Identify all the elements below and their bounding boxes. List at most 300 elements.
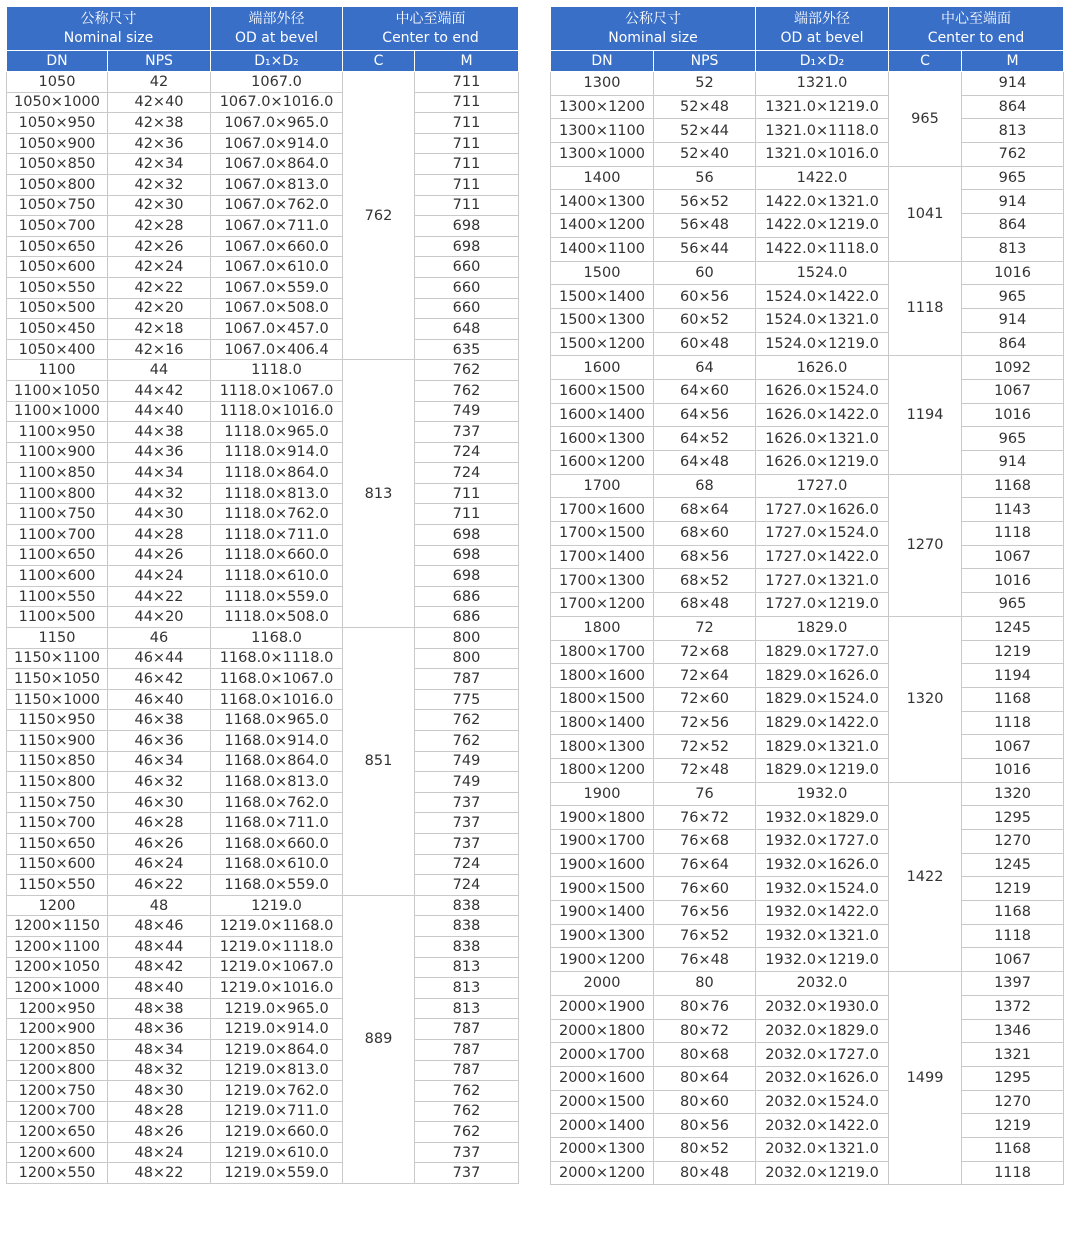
m-cell: 698 — [415, 236, 519, 257]
table-row — [7, 772, 519, 793]
nps-cell: 46×30 — [108, 792, 211, 813]
m-cell: 800 — [415, 648, 519, 669]
table-row — [7, 957, 519, 978]
nps-cell: 42×18 — [108, 319, 211, 340]
d1d2-cell: 1932.0×1321.0 — [756, 924, 889, 948]
m-cell: 1118 — [962, 711, 1064, 735]
m-cell: 737 — [415, 792, 519, 813]
m-cell: 864 — [962, 332, 1064, 356]
d1d2-cell: 1829.0×1727.0 — [756, 640, 889, 664]
nps-cell: 42×28 — [108, 216, 211, 237]
nps-cell: 42×32 — [108, 174, 211, 195]
nps-cell: 56×44 — [654, 237, 756, 261]
table-row — [551, 569, 1064, 593]
m-cell: 864 — [962, 95, 1064, 119]
dn-cell: 1150 — [7, 628, 108, 649]
m-cell: 864 — [962, 214, 1064, 238]
table-row — [551, 877, 1064, 901]
nominal-size-zh: 公称尺寸 — [625, 10, 681, 27]
nps-cell: 44×36 — [108, 442, 211, 463]
m-cell: 1092 — [962, 356, 1064, 380]
dn-cell: 1050×900 — [7, 133, 108, 154]
nps-cell: 76 — [654, 782, 756, 806]
c-cell: 1270 — [889, 474, 962, 616]
m-cell: 1372 — [962, 995, 1064, 1019]
nps-cell: 44×26 — [108, 545, 211, 566]
nps-cell: 42×22 — [108, 277, 211, 298]
nps-cell: 68×60 — [654, 522, 756, 546]
dn-cell: 1050×400 — [7, 339, 108, 360]
nps-cell: 68×56 — [654, 545, 756, 569]
m-cell: 914 — [962, 190, 1064, 214]
table-row — [551, 1114, 1064, 1138]
table-row — [7, 92, 519, 113]
d1d2-cell: 1067.0×610.0 — [211, 257, 343, 278]
nps-cell: 68 — [654, 474, 756, 498]
d1d2-cell: 1932.0×1626.0 — [756, 853, 889, 877]
table-row — [551, 95, 1064, 119]
d1d2-cell: 1727.0×1321.0 — [756, 569, 889, 593]
m-cell: 965 — [962, 593, 1064, 617]
dn-cell: 1900×1200 — [551, 948, 654, 972]
nps-cell: 60×56 — [654, 285, 756, 309]
nps-cell: 42×30 — [108, 195, 211, 216]
m-cell: 711 — [415, 72, 519, 93]
nps-cell: 42×24 — [108, 257, 211, 278]
m-cell: 1143 — [962, 498, 1064, 522]
table-row — [551, 664, 1064, 688]
d1d2-cell: 1118.0×660.0 — [211, 545, 343, 566]
m-cell: 737 — [415, 1142, 519, 1163]
nps-cell: 56×48 — [654, 214, 756, 238]
table-row — [7, 1019, 519, 1040]
table-row — [7, 504, 519, 525]
d1d2-cell: 1168.0×660.0 — [211, 833, 343, 854]
dn-cell: 1200×750 — [7, 1081, 108, 1102]
d1d2-cell: 1067.0×711.0 — [211, 216, 343, 237]
m-cell: 698 — [415, 525, 519, 546]
dn-cell: 1600 — [551, 356, 654, 380]
table-row — [7, 689, 519, 710]
dn-cell: 1150×700 — [7, 813, 108, 834]
table-row — [551, 901, 1064, 925]
d1d2-cell: 1626.0×1524.0 — [756, 379, 889, 403]
m-cell: 813 — [415, 978, 519, 999]
d1d2-cell: 1829.0×1422.0 — [756, 711, 889, 735]
m-cell: 711 — [415, 133, 519, 154]
table-row — [551, 72, 1064, 96]
nps-cell: 80×64 — [654, 1066, 756, 1090]
d1d2-cell: 1932.0×1524.0 — [756, 877, 889, 901]
m-cell: 914 — [962, 308, 1064, 332]
dn-cell: 1900×1600 — [551, 853, 654, 877]
m-cell: 1194 — [962, 664, 1064, 688]
m-cell: 1168 — [962, 1137, 1064, 1161]
nps-cell: 48×26 — [108, 1122, 211, 1143]
dn-cell: 1100×700 — [7, 525, 108, 546]
table-row — [7, 895, 519, 916]
d1d2-cell: 1118.0×1067.0 — [211, 380, 343, 401]
d1d2-cell: 1321.0×1016.0 — [756, 143, 889, 167]
d1d2-cell: 1524.0×1321.0 — [756, 308, 889, 332]
nps-cell: 42×40 — [108, 92, 211, 113]
dn-cell: 1800 — [551, 616, 654, 640]
dn-cell: 1800×1500 — [551, 687, 654, 711]
table-row — [551, 190, 1064, 214]
nps-cell: 46×22 — [108, 875, 211, 896]
table-row — [7, 1163, 519, 1184]
nps-cell: 46×44 — [108, 648, 211, 669]
table-row — [551, 711, 1064, 735]
table-row — [551, 924, 1064, 948]
dn-cell: 1300×1000 — [551, 143, 654, 167]
nps-cell: 68×48 — [654, 593, 756, 617]
dn-cell: 1200×700 — [7, 1101, 108, 1122]
dn-cell: 1200×850 — [7, 1039, 108, 1060]
table-row — [7, 586, 519, 607]
d1d2-cell: 1168.0×914.0 — [211, 731, 343, 752]
m-cell: 749 — [415, 772, 519, 793]
right-spec-table — [550, 6, 1064, 1185]
d1d2-cell: 1219.0×1067.0 — [211, 957, 343, 978]
dn-cell: 1700×1600 — [551, 498, 654, 522]
m-cell: 711 — [415, 92, 519, 113]
d1d2-cell: 1067.0×965.0 — [211, 113, 343, 134]
nps-cell: 42×36 — [108, 133, 211, 154]
nps-cell: 42×26 — [108, 236, 211, 257]
nps-cell: 56 — [654, 166, 756, 190]
dn-cell: 1150×950 — [7, 710, 108, 731]
dn-cell: 2000×1200 — [551, 1161, 654, 1185]
nominal-size-header — [7, 7, 211, 51]
m-cell: 838 — [415, 936, 519, 957]
m-cell: 749 — [415, 401, 519, 422]
dn-cell: 1150×1050 — [7, 669, 108, 690]
dn-cell: 1800×1300 — [551, 735, 654, 759]
dn-cell: 1100×800 — [7, 483, 108, 504]
nps-cell: 76×56 — [654, 901, 756, 925]
dn-cell: 1900×1800 — [551, 806, 654, 830]
nps-cell: 42×16 — [108, 339, 211, 360]
table-row — [7, 669, 519, 690]
nps-cell: 72×52 — [654, 735, 756, 759]
m-cell: 1168 — [962, 687, 1064, 711]
table-row — [551, 379, 1064, 403]
nps-cell: 42 — [108, 72, 211, 93]
center-to-end-en: Center to end — [927, 29, 1025, 46]
m-cell: 1245 — [962, 853, 1064, 877]
center-to-end-zh: 中心至端面 — [941, 10, 1012, 27]
m-cell: 800 — [415, 628, 519, 649]
dn-cell: 2000×1400 — [551, 1114, 654, 1138]
center-to-end-zh: 中心至端面 — [395, 10, 466, 27]
dn-cell: 1050×950 — [7, 113, 108, 134]
dn-cell: 1050×800 — [7, 174, 108, 195]
nps-cell: 42×38 — [108, 113, 211, 134]
d1d2-cell: 1118.0 — [211, 360, 343, 381]
nps-cell: 52×40 — [654, 143, 756, 167]
dn-cell: 1050×450 — [7, 319, 108, 340]
m-cell: 775 — [415, 689, 519, 710]
table-row — [551, 1019, 1064, 1043]
table-row — [551, 522, 1064, 546]
table-row — [7, 298, 519, 319]
d1d2-cell: 2032.0×1930.0 — [756, 995, 889, 1019]
table-row — [7, 72, 519, 93]
c-cell: 965 — [889, 72, 962, 167]
m-cell: 762 — [415, 1081, 519, 1102]
nps-cell: 64×52 — [654, 427, 756, 451]
table-row — [7, 525, 519, 546]
m-cell: 1270 — [962, 830, 1064, 854]
m-cell: 1067 — [962, 948, 1064, 972]
nps-cell: 46×34 — [108, 751, 211, 772]
m-cell: 965 — [962, 166, 1064, 190]
d1d2-cell: 1321.0×1118.0 — [756, 119, 889, 143]
nps-cell: 44 — [108, 360, 211, 381]
table-row — [551, 1161, 1064, 1185]
m-cell: 737 — [415, 833, 519, 854]
dn-cell: 1800×1700 — [551, 640, 654, 664]
c-cell: 851 — [343, 628, 415, 896]
dn-cell: 1300×1200 — [551, 95, 654, 119]
d1d2-cell: 1219.0×1168.0 — [211, 916, 343, 937]
dn-cell: 1600×1400 — [551, 403, 654, 427]
dn-cell: 1200×800 — [7, 1060, 108, 1081]
table-row — [551, 972, 1064, 996]
m-cell: 737 — [415, 1163, 519, 1184]
dn-cell: 1600×1200 — [551, 451, 654, 475]
table-row — [7, 916, 519, 937]
m-cell: 1067 — [962, 379, 1064, 403]
d1d2-cell: 1168.0×762.0 — [211, 792, 343, 813]
table-row — [7, 277, 519, 298]
nps-cell: 76×72 — [654, 806, 756, 830]
d1d2-cell: 1219.0×813.0 — [211, 1060, 343, 1081]
nps-cell: 44×22 — [108, 586, 211, 607]
table-row — [551, 308, 1064, 332]
table-row — [551, 853, 1064, 877]
dn-cell: 1200×1150 — [7, 916, 108, 937]
d1d2-cell: 1067.0×864.0 — [211, 154, 343, 175]
table-row — [7, 216, 519, 237]
center-to-end-en: Center to end — [382, 29, 479, 46]
table-row — [7, 936, 519, 957]
d1d2-cell: 1118.0×813.0 — [211, 483, 343, 504]
m-cell: 698 — [415, 545, 519, 566]
nps-cell: 48×32 — [108, 1060, 211, 1081]
d1d2-cell: 1727.0×1524.0 — [756, 522, 889, 546]
d1d2-cell: 1932.0×1219.0 — [756, 948, 889, 972]
od-bevel-en: OD at bevel — [780, 29, 864, 46]
nps-cell: 44×28 — [108, 525, 211, 546]
table-row — [551, 403, 1064, 427]
d1d2-cell: 1219.0×660.0 — [211, 1122, 343, 1143]
nps-cell: 44×38 — [108, 422, 211, 443]
table-row — [7, 998, 519, 1019]
dn-cell: 1050×500 — [7, 298, 108, 319]
m-cell: 1118 — [962, 924, 1064, 948]
table-row — [551, 166, 1064, 190]
m-cell: 965 — [962, 285, 1064, 309]
d1d2-cell: 1829.0 — [756, 616, 889, 640]
m-cell: 660 — [415, 257, 519, 278]
d1d2-cell: 1067.0×508.0 — [211, 298, 343, 319]
table-row — [7, 628, 519, 649]
d1d2-col-header: D₁×D₂ — [211, 51, 343, 72]
m-cell: 1245 — [962, 616, 1064, 640]
nps-cell: 76×64 — [654, 853, 756, 877]
dn-cell: 1500×1400 — [551, 285, 654, 309]
m-cell: 762 — [415, 710, 519, 731]
d1d2-cell: 2032.0×1524.0 — [756, 1090, 889, 1114]
m-cell: 660 — [415, 277, 519, 298]
nps-cell: 46×32 — [108, 772, 211, 793]
dn-cell: 1200×950 — [7, 998, 108, 1019]
dn-cell: 1150×1100 — [7, 648, 108, 669]
d1d2-cell: 2032.0×1626.0 — [756, 1066, 889, 1090]
d1d2-cell: 1932.0 — [756, 782, 889, 806]
nps-cell: 52 — [654, 72, 756, 96]
m-cell: 1067 — [962, 735, 1064, 759]
dn-cell: 1300 — [551, 72, 654, 96]
dn-cell: 1050×550 — [7, 277, 108, 298]
d1d2-cell: 1168.0×813.0 — [211, 772, 343, 793]
dn-cell: 1200×550 — [7, 1163, 108, 1184]
c-cell: 889 — [343, 895, 415, 1183]
nps-cell: 60×48 — [654, 332, 756, 356]
table-row — [551, 119, 1064, 143]
dn-cell: 1500×1200 — [551, 332, 654, 356]
table-row — [7, 1081, 519, 1102]
table-row — [551, 616, 1064, 640]
dn-cell: 1200×1050 — [7, 957, 108, 978]
d1d2-cell: 1067.0×813.0 — [211, 174, 343, 195]
c-cell: 1041 — [889, 166, 962, 261]
table-row — [551, 332, 1064, 356]
nps-cell: 52×44 — [654, 119, 756, 143]
nps-cell: 68×52 — [654, 569, 756, 593]
nps-cell: 44×34 — [108, 463, 211, 484]
table-row — [551, 995, 1064, 1019]
m-cell: 787 — [415, 1060, 519, 1081]
d1d2-cell: 1932.0×1422.0 — [756, 901, 889, 925]
m-cell: 1168 — [962, 474, 1064, 498]
table-row — [551, 1066, 1064, 1090]
m-cell: 724 — [415, 854, 519, 875]
d1d2-cell: 1118.0×559.0 — [211, 586, 343, 607]
table-row — [7, 133, 519, 154]
table-row — [7, 875, 519, 896]
m-cell: 787 — [415, 1039, 519, 1060]
nps-cell: 48×30 — [108, 1081, 211, 1102]
dn-cell: 1500×1300 — [551, 308, 654, 332]
dn-cell: 1100 — [7, 360, 108, 381]
m-cell: 686 — [415, 586, 519, 607]
nps-cell: 48×34 — [108, 1039, 211, 1060]
table-row — [551, 356, 1064, 380]
dn-cell: 1100×900 — [7, 442, 108, 463]
d1d2-cell: 1118.0×711.0 — [211, 525, 343, 546]
m-cell: 724 — [415, 875, 519, 896]
dn-cell: 1400×1100 — [551, 237, 654, 261]
nps-cell: 52×48 — [654, 95, 756, 119]
od-bevel-header — [756, 7, 889, 51]
d1d2-cell: 1932.0×1727.0 — [756, 830, 889, 854]
table-row — [7, 710, 519, 731]
d1d2-cell: 1829.0×1219.0 — [756, 758, 889, 782]
nps-cell: 44×30 — [108, 504, 211, 525]
d1d2-cell: 1727.0×1626.0 — [756, 498, 889, 522]
dn-cell: 1700×1200 — [551, 593, 654, 617]
m-cell: 838 — [415, 916, 519, 937]
nps-cell: 44×40 — [108, 401, 211, 422]
m-cell: 1295 — [962, 806, 1064, 830]
dn-cell: 1050×1000 — [7, 92, 108, 113]
nps-cell: 76×68 — [654, 830, 756, 854]
nps-cell: 60×52 — [654, 308, 756, 332]
m-cell: 1219 — [962, 877, 1064, 901]
dn-cell: 1200 — [7, 895, 108, 916]
dn-cell: 1150×800 — [7, 772, 108, 793]
table-row — [7, 813, 519, 834]
table-row — [551, 640, 1064, 664]
od-bevel-zh: 端部外径 — [794, 10, 851, 27]
nps-cell: 80×52 — [654, 1137, 756, 1161]
table-row — [7, 545, 519, 566]
nps-col-header: NPS — [108, 51, 211, 72]
d1d2-cell: 1829.0×1524.0 — [756, 687, 889, 711]
d1d2-cell: 1219.0×965.0 — [211, 998, 343, 1019]
table-row — [7, 751, 519, 772]
d1d2-cell: 2032.0×1422.0 — [756, 1114, 889, 1138]
d1d2-cell: 1168.0 — [211, 628, 343, 649]
nps-cell: 48×38 — [108, 998, 211, 1019]
nominal-size-en: Nominal size — [63, 29, 154, 46]
table-row — [7, 1039, 519, 1060]
nps-cell: 46×40 — [108, 689, 211, 710]
table-row — [551, 451, 1064, 475]
dn-cell: 1150×900 — [7, 731, 108, 752]
d1d2-cell: 1067.0×660.0 — [211, 236, 343, 257]
d1d2-cell: 1168.0×1118.0 — [211, 648, 343, 669]
dn-cell: 1150×750 — [7, 792, 108, 813]
m-cell: 724 — [415, 463, 519, 484]
d1d2-cell: 1118.0×508.0 — [211, 607, 343, 628]
dn-cell: 2000 — [551, 972, 654, 996]
dn-cell: 1800×1200 — [551, 758, 654, 782]
dn-cell: 1600×1300 — [551, 427, 654, 451]
d1d2-cell: 1626.0×1219.0 — [756, 451, 889, 475]
nps-cell: 48×44 — [108, 936, 211, 957]
dn-cell: 1400 — [551, 166, 654, 190]
m-cell: 1067 — [962, 545, 1064, 569]
table-row — [551, 687, 1064, 711]
nps-cell: 64×56 — [654, 403, 756, 427]
d1d2-cell: 1422.0×1321.0 — [756, 190, 889, 214]
table-row — [7, 792, 519, 813]
table-row — [7, 1142, 519, 1163]
nps-cell: 46×38 — [108, 710, 211, 731]
dn-cell: 1100×500 — [7, 607, 108, 628]
table-row — [551, 474, 1064, 498]
nps-cell: 72×56 — [654, 711, 756, 735]
c-col-header: C — [343, 51, 415, 72]
d1d2-cell: 1219.0×610.0 — [211, 1142, 343, 1163]
dn-cell: 1400×1200 — [551, 214, 654, 238]
table-row — [551, 237, 1064, 261]
dn-cell: 1150×650 — [7, 833, 108, 854]
